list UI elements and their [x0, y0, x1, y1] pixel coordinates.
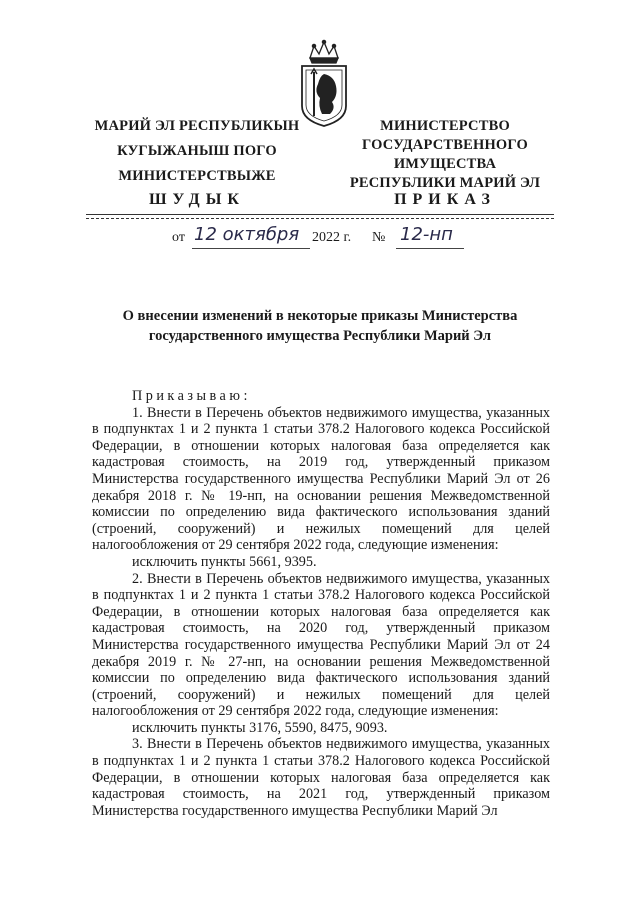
doc-type-mari: ШУДЫК: [148, 191, 245, 208]
doc-type-russian: ПРИКАЗ: [394, 191, 496, 208]
header-right-line: ИМУЩЕСТВА: [393, 156, 497, 172]
date-number-line: [158, 224, 518, 258]
header-left-line: МИНИСТЕРСТВЫЖЕ: [118, 168, 276, 184]
header-russian-title: [342, 117, 548, 193]
body-paragraph: Приказываю:: [132, 388, 251, 404]
header-left-line: КУГЫЖАНЫШ ПОГО: [117, 143, 277, 159]
date-prefix: от: [172, 230, 185, 245]
body-paragraph: исключить пункты 5661, 9395.: [132, 553, 317, 570]
date-underline: [192, 248, 310, 249]
header-right-line: РЕСПУБЛИКИ МАРИЙ ЭЛ: [349, 175, 541, 191]
number-underline: [396, 248, 464, 249]
header-right-line: ГОСУДАРСТВЕННОГО: [362, 137, 528, 153]
body-paragraph: 2. Внести в Перечень объектов недвижимого имущества, указанных в подпунктах 1 и 2 пункта 1 статьи 378.2 Налогового кодекса Российской Федерации, в отношении которых налоговая база определяется как кадастровая стоимость, на 2020 год, утвержденный приказом Министерства государственного имущества Республики Марий Эл от 24 декабря 2019 г. № 27-нп, на основании решения Межведомственной комиссии по определению вида фактического использования зданий (строений, сооружений) и нежилых помещений для целей налогообложения от 29 сентября 2022 года, следующие изменения:: [92, 570, 550, 720]
handwritten-date: 12 октября: [194, 224, 300, 245]
number-sign: №: [372, 230, 386, 245]
header-left-line: МАРИЙ ЭЛ РЕСПУБЛИКЫН: [94, 118, 300, 134]
coat-of-arms-emblem: [296, 36, 352, 128]
body-paragraph: 3. Внести в Перечень объектов недвижимого имущества, указанных в подпунктах 1 и 2 пункта 1 статьи 378.2 Налогового кодекса Российской Федерации, в отношении которых налоговая база определяется как кадастровая стоимость, на 2021 год, утвержденный приказом Министерства государственного имущества Республики Марий Эл: [92, 736, 550, 819]
body-paragraph: 1. Внести в Перечень объектов недвижимого имущества, указанных в подпунктах 1 и 2 пункта 1 статьи 378.2 Налогового кодекса Российской Федерации, в отношении которых налоговая база определяется как кадастровая стоимость, на 2019 год, утвержденный приказом Министерства государственного имущества Республики Марий Эл от 26 декабря 2018 г. № 19-нп, на основании решения Межведомственной комиссии по определению вида фактического использования зданий (строений, сооружений) и нежилых помещений для целей налогообложения от 29 сентября 2022 года, следующие изменения:: [92, 404, 550, 554]
header-mari-title: [84, 116, 310, 191]
header-divider: [86, 214, 554, 219]
document-body: [92, 388, 550, 819]
document-title: О внесении изменений в некоторые приказы Министерства государственного имущества Республики Марий Эл: [122, 308, 518, 344]
body-paragraph: исключить пункты 3176, 5590, 8475, 9093.: [132, 719, 388, 736]
handwritten-number: 12-нп: [400, 224, 453, 245]
header-right-line: МИНИСТЕРСТВО: [380, 118, 510, 134]
date-year: 2022 г.: [312, 230, 352, 245]
